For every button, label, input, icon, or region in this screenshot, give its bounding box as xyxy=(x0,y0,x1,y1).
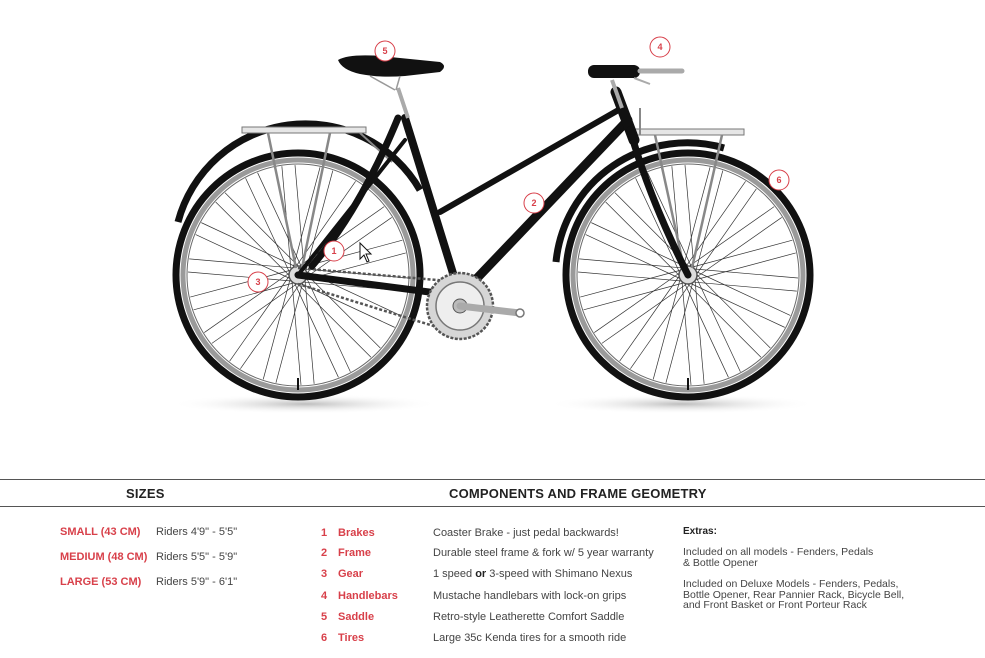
wheel-spoke xyxy=(696,189,756,275)
callout-1 xyxy=(324,241,344,261)
wheel-spoke xyxy=(666,281,693,383)
wheel-spoke xyxy=(695,279,704,384)
component-name: Gear xyxy=(338,568,364,580)
wheel-spoke xyxy=(692,282,797,291)
wheel-spoke xyxy=(620,275,680,361)
svg-text:2: 2 xyxy=(531,198,537,208)
size-riders: Riders 4'9" - 5'5" xyxy=(156,526,238,538)
component-description: Mustache handlebars with lock-on grips xyxy=(433,590,627,602)
wheel-spoke xyxy=(579,259,684,268)
extras-deluxe-models: Included on Deluxe Models - Fenders, Pedals, Bottle Opener, Rear Pannier Rack, Bicycle Bell, and Front Basket or Front Porteur Rack xyxy=(683,578,905,611)
wheel-spoke xyxy=(602,283,688,343)
component-number: 6 xyxy=(321,632,328,644)
component-name: Frame xyxy=(338,547,372,559)
wheel-spoke xyxy=(685,165,694,270)
wheel-spoke xyxy=(196,235,291,279)
rear-rack xyxy=(242,127,392,268)
wheel-spoke xyxy=(696,274,770,348)
wheel-spoke xyxy=(586,235,681,279)
wheel-spoke xyxy=(682,280,691,385)
callout-4 xyxy=(650,37,670,57)
extras-title: Extras: xyxy=(683,526,717,537)
wheel-spoke xyxy=(580,270,682,297)
size-riders: Riders 5'5" - 5'9" xyxy=(156,551,238,563)
component-description: Coaster Brake - just pedal backwards! xyxy=(433,527,619,539)
wheel-spoke xyxy=(687,283,761,357)
component-name: Handlebars xyxy=(338,590,398,602)
extras-all-models: Included on all models - Fenders, Pedals & Bottle Opener xyxy=(683,546,874,569)
wheel-spoke xyxy=(693,269,798,278)
callout-3 xyxy=(248,272,268,292)
wheel-spoke xyxy=(691,240,793,267)
component-description: Retro-style Leatherette Comfort Saddle xyxy=(433,611,625,623)
component-number: 4 xyxy=(321,590,328,602)
component-number: 1 xyxy=(321,527,328,539)
size-row-medium xyxy=(60,551,237,563)
wheel-spoke xyxy=(263,278,290,380)
bike-frame xyxy=(298,92,688,296)
size-riders: Riders 5'9" - 6'1" xyxy=(156,576,238,588)
wheel-spoke xyxy=(216,202,290,276)
wheel-spoke xyxy=(696,217,782,277)
components-heading: COMPONENTS AND FRAME GEOMETRY xyxy=(449,486,707,501)
wheel-spoke xyxy=(696,276,740,371)
wheel-spoke xyxy=(578,272,683,281)
component-number: 5 xyxy=(321,611,328,623)
wheel-spoke xyxy=(696,171,723,273)
wheel-spoke xyxy=(212,283,298,343)
wheel-spoke xyxy=(688,207,774,267)
top-rule xyxy=(0,479,985,480)
wheel-spoke xyxy=(689,283,784,327)
component-row-saddle xyxy=(321,611,624,623)
size-label: LARGE (53 CM) xyxy=(60,576,142,588)
wheel-spoke xyxy=(694,253,796,280)
wheel-spoke xyxy=(246,178,290,273)
component-number: 2 xyxy=(321,547,328,559)
sizes-heading: SIZES xyxy=(126,486,165,501)
component-name: Saddle xyxy=(338,611,375,623)
wheel-spoke xyxy=(636,178,680,273)
wheel-spoke xyxy=(189,259,294,268)
wheel-spoke xyxy=(305,279,314,384)
wheel-spoke xyxy=(684,282,728,377)
wheel-spoke xyxy=(653,278,680,380)
component-description: Large 35c Kenda tires for a smooth ride xyxy=(433,632,627,644)
callout-6 xyxy=(769,170,789,190)
wheel-spoke xyxy=(194,283,296,310)
component-row-brakes xyxy=(321,527,619,539)
component-description: 1 speed or 3-speed with Shimano Nexus xyxy=(433,568,633,580)
wheel-spoke xyxy=(201,223,296,267)
svg-text:4: 4 xyxy=(657,42,663,52)
wheel-spoke xyxy=(648,173,692,268)
size-label: SMALL (43 CM) xyxy=(60,526,141,538)
component-row-frame xyxy=(321,547,654,559)
wheel-spoke xyxy=(204,272,290,332)
callout-5 xyxy=(375,41,395,61)
svg-text:5: 5 xyxy=(382,46,388,56)
wheel-spoke xyxy=(295,165,304,270)
wheel-spoke xyxy=(594,272,680,332)
cursor-arrow-icon xyxy=(360,243,371,262)
wheel-spoke xyxy=(190,270,292,297)
component-name: Brakes xyxy=(338,527,375,539)
component-row-tires xyxy=(321,632,626,644)
wheel-spoke xyxy=(276,281,303,383)
component-name: Tires xyxy=(338,632,365,644)
size-label: MEDIUM (48 CM) xyxy=(60,551,148,563)
size-row-small xyxy=(60,526,237,538)
svg-text:6: 6 xyxy=(776,175,782,185)
size-row-large xyxy=(60,576,237,588)
wheel-spoke xyxy=(240,283,300,369)
wheel-spoke xyxy=(695,271,790,315)
wheel-spoke xyxy=(188,272,293,281)
wheel-spoke xyxy=(584,283,686,310)
header-rule xyxy=(0,506,985,507)
wheel-spoke xyxy=(630,283,690,369)
callout-2 xyxy=(524,193,544,213)
wheel-spoke xyxy=(294,282,338,377)
svg-text:3: 3 xyxy=(255,277,261,287)
handlebar-grip xyxy=(588,65,640,78)
component-number: 3 xyxy=(321,568,328,580)
component-row-gear xyxy=(321,568,632,580)
component-row-handlebars xyxy=(321,590,626,602)
seat-post xyxy=(398,88,408,118)
wheel-spoke xyxy=(292,280,301,385)
component-description: Durable steel frame & fork w/ 5 year warranty xyxy=(433,547,654,559)
svg-text:1: 1 xyxy=(331,246,337,256)
wheel-spoke xyxy=(306,276,350,371)
